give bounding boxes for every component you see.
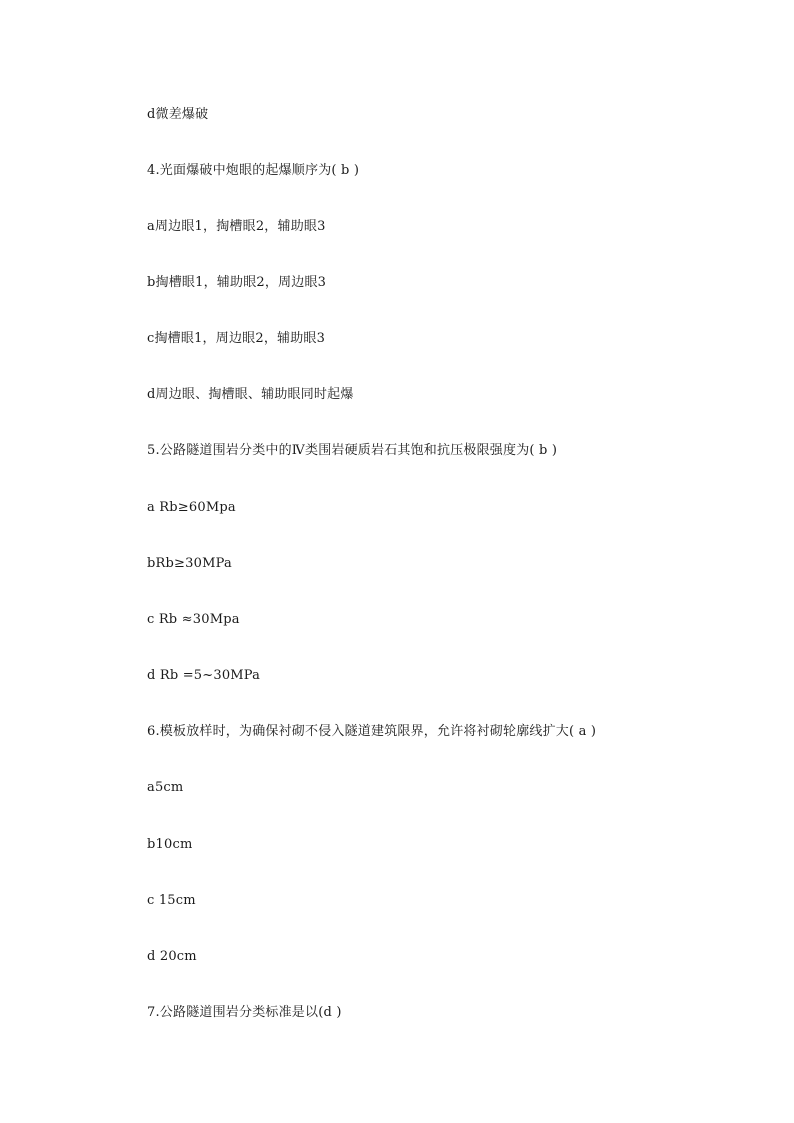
option-d-q4: d周边眼、掏槽眼、辅助眼同时起爆 <box>147 387 354 402</box>
option-d-q3: d微差爆破 <box>147 107 209 122</box>
option-b-q4: b掏槽眼1，辅助眼2，周边眼3 <box>147 275 327 290</box>
option-c-q5: c Rb ≈30Mpa <box>147 612 240 627</box>
option-d-q6: d 20cm <box>147 949 197 964</box>
option-c-q6: c 15cm <box>147 893 196 908</box>
option-b-q6: b10cm <box>147 837 193 852</box>
question-7: 7.公路隧道围岩分类标准是以(d ) <box>147 1005 342 1020</box>
option-a-q5: a Rb≥60Mpa <box>147 500 236 515</box>
question-5: 5.公路隧道围岩分类中的Ⅳ类围岩硬质岩石其饱和抗压极限强度为( b ) <box>147 443 558 458</box>
option-b-q5: bRb≥30MPa <box>147 556 232 571</box>
option-a-q6: a5cm <box>147 780 184 795</box>
option-a-q4: a周边眼1，掏槽眼2，辅助眼3 <box>147 219 326 234</box>
option-d-q5: d Rb =5~30MPa <box>147 668 261 683</box>
question-4: 4.光面爆破中炮眼的起爆顺序为( b ) <box>147 163 360 178</box>
question-6: 6.模板放样时，为确保衬砌不侵入隧道建筑限界，允许将衬砌轮廓线扩大( a ) <box>147 724 597 739</box>
option-c-q4: c掏槽眼1，周边眼2，辅助眼3 <box>147 331 326 346</box>
